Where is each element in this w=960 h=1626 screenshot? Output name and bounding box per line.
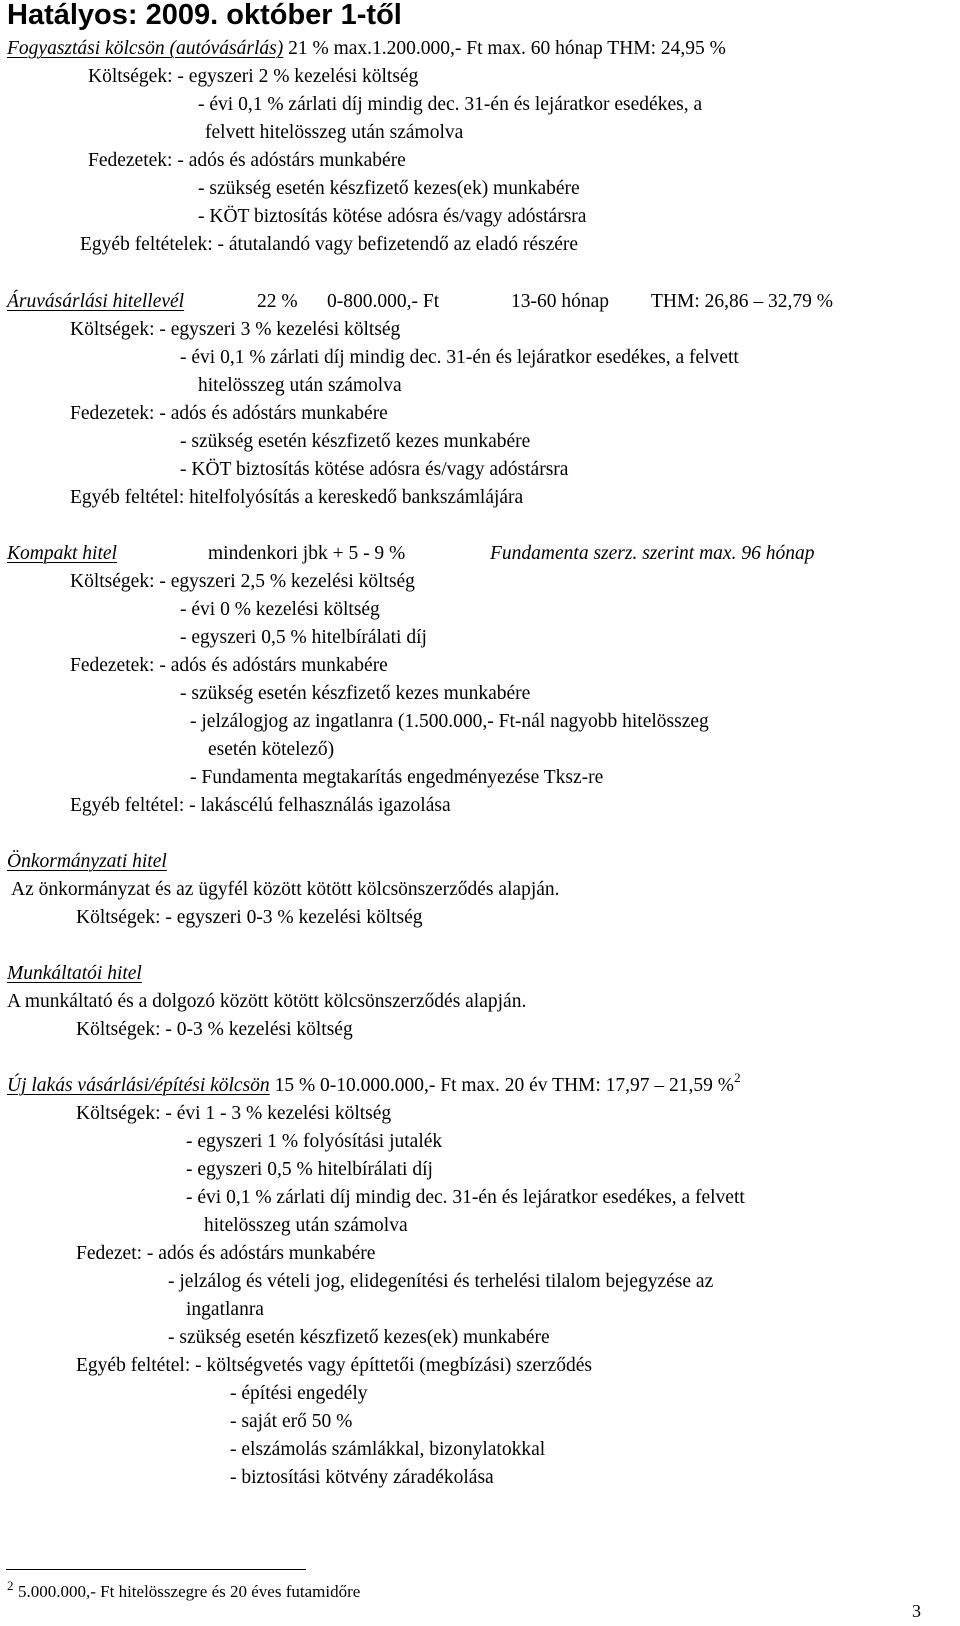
- other-conditions-line: - elszámolás számlákkal, bizonylatokkal: [230, 1439, 546, 1460]
- collateral-line: esetén kötelező): [208, 739, 335, 760]
- section-name: Önkormányzati hitel: [7, 851, 167, 872]
- other-conditions-line: Egyéb feltétel: hitelfolyósítás a kereskedő bankszámlájára: [70, 487, 524, 508]
- section-terms: 21 % max.1.200.000,- Ft max. 60 hónap THM: 24,95 %: [288, 38, 726, 59]
- costs-line: - egyszeri 0,5 % hitelbírálati díj: [186, 1159, 433, 1180]
- section-consumer-loan-header: [7, 39, 726, 59]
- other-conditions-line: Egyéb feltétel: - költségvetés vagy építtetői (megbízási) szerződés: [76, 1355, 593, 1376]
- other-conditions-line: - építési engedély: [230, 1383, 368, 1404]
- section-new-home-loan-header: [7, 1070, 741, 1096]
- section-terms: 15 % 0-10.000.000,- Ft max. 20 év THM: 17,97 – 21,59 %: [274, 1075, 735, 1096]
- section-thm: THM: 26,86 – 32,79 %: [651, 291, 833, 312]
- costs-line: Költségek: - évi 1 - 3 % kezelési költség: [76, 1103, 392, 1124]
- page-title: Hatályos: 2009. október 1-től: [7, 0, 402, 31]
- section-name: Fogyasztási kölcsön (autóvásárlás): [7, 38, 284, 59]
- collateral-line: - szükség esetén készfizető kezes(ek) munkabére: [198, 178, 580, 199]
- collateral-line: - szükség esetén készfizető kezes munkabére: [180, 683, 531, 704]
- section-name: Munkáltatói hitel: [7, 963, 142, 984]
- section-rate: mindenkori jbk + 5 - 9 %: [208, 543, 406, 564]
- costs-line: hitelösszeg után számolva: [198, 375, 402, 396]
- collateral-line: Fedezetek: - adós és adóstárs munkabére: [70, 403, 388, 424]
- costs-line: Költségek: - egyszeri 2 % kezelési költség: [88, 66, 419, 87]
- footnote-ref: 2: [734, 1070, 741, 1085]
- section-amount: 0-800.000,- Ft: [327, 291, 440, 312]
- section-term: Fundamenta szerz. szerint max. 96 hónap: [490, 543, 815, 564]
- costs-line: - egyszeri 1 % folyósítási jutalék: [186, 1131, 443, 1152]
- section-name: Kompakt hitel: [7, 543, 117, 564]
- collateral-line: - KÖT biztosítás kötése adósra és/vagy adóstársra: [180, 459, 569, 480]
- costs-line: - évi 0,1 % zárlati díj mindig dec. 31-én és lejáratkor esedékes, a felvett: [186, 1187, 745, 1208]
- description-line: A munkáltató és a dolgozó között kötött kölcsönszerződés alapján.: [7, 991, 527, 1012]
- costs-line: Költségek: - egyszeri 3 % kezelési költség: [70, 319, 401, 340]
- collateral-line: - KÖT biztosítás kötése adósra és/vagy adóstársra: [198, 206, 587, 227]
- collateral-line: - Fundamenta megtakarítás engedményezése Tksz-re: [190, 767, 604, 788]
- other-conditions-line: Egyéb feltételek: - átutalandó vagy befizetendő az eladó részére: [80, 234, 579, 255]
- other-conditions-line: - biztosítási kötvény záradékolása: [230, 1467, 494, 1488]
- costs-line: hitelösszeg után számolva: [204, 1215, 408, 1236]
- collateral-line: - szükség esetén készfizető kezes munkabére: [180, 431, 531, 452]
- costs-line: - évi 0,1 % zárlati díj mindig dec. 31-én és lejáratkor esedékes, a felvett: [180, 347, 739, 368]
- section-term: 13-60 hónap: [511, 291, 610, 312]
- section-name: Új lakás vásárlási/építési kölcsön: [7, 1075, 270, 1096]
- costs-line: - évi 0,1 % zárlati díj mindig dec. 31-én és lejáratkor esedékes, a: [198, 94, 703, 115]
- costs-line: Költségek: - egyszeri 2,5 % kezelési költség: [70, 571, 415, 592]
- costs-line: felvett hitelösszeg után számolva: [205, 122, 464, 143]
- description-line: Az önkormányzat és az ügyfél között kötött kölcsönszerződés alapján.: [11, 879, 560, 900]
- costs-line: - egyszeri 0,5 % hitelbírálati díj: [180, 627, 427, 648]
- other-conditions-line: Egyéb feltétel: - lakáscélú felhasználás igazolása: [70, 795, 451, 816]
- collateral-line: - jelzálog és vételi jog, elidegenítési és terhelési tilalom bejegyzése az: [168, 1271, 714, 1292]
- collateral-line: Fedezetek: - adós és adóstárs munkabére: [88, 150, 406, 171]
- costs-line: Költségek: - egyszeri 0-3 % kezelési költség: [76, 907, 423, 928]
- page-number: 3: [912, 1601, 921, 1621]
- collateral-line: Fedezet: - adós és adóstárs munkabére: [76, 1243, 376, 1264]
- footnote-number: 2: [7, 1578, 14, 1593]
- costs-line: - évi 0 % kezelési költség: [180, 599, 380, 620]
- collateral-line: ingatlanra: [186, 1299, 264, 1320]
- section-rate: 22 %: [257, 291, 298, 312]
- section-name: Áruvásárlási hitellevél: [7, 291, 185, 312]
- collateral-line: - szükség esetén készfizető kezes(ek) munkabére: [168, 1327, 550, 1348]
- collateral-line: - jelzálogjog az ingatlanra (1.500.000,- Ft-nál nagyobb hitelösszeg: [190, 711, 709, 732]
- collateral-line: Fedezetek: - adós és adóstárs munkabére: [70, 655, 388, 676]
- other-conditions-line: - saját erő 50 %: [230, 1411, 353, 1432]
- costs-line: Költségek: - 0-3 % kezelési költség: [76, 1019, 353, 1040]
- footnote-text: 5.000.000,- Ft hitelösszegre és 20 éves futamidőre: [18, 1582, 361, 1601]
- footnote-divider: [6, 1569, 306, 1570]
